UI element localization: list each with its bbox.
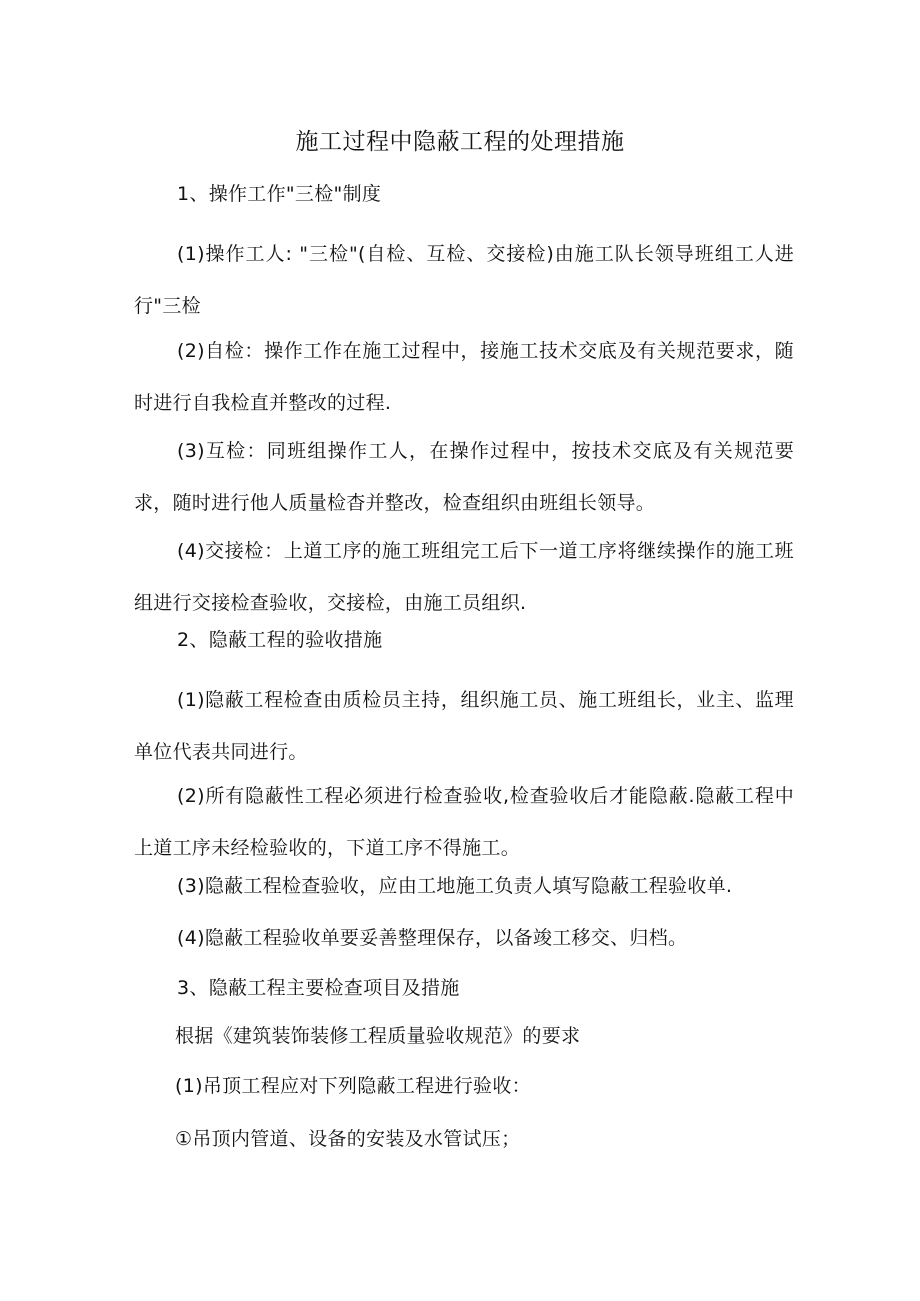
paragraph-2-4: (4)隐蔽工程验收单要妥善整理保存，以备竣工移交、归档。	[177, 927, 688, 949]
paragraph-3-1-item-1: ①吊顶内管道、设备的安装及水管试压；	[175, 1128, 521, 1150]
paragraph-3-1: (1)吊顶工程应对下列隐蔽工程进行验收：	[175, 1075, 531, 1097]
section-heading-1: 1、操作工作"三检"制度	[177, 183, 382, 205]
paragraph-2-3: (3)隐蔽工程检查验收，应由工地施工负责人填写隐蔽工程验收单.	[177, 875, 733, 897]
paragraph-2-2: (2)所有隐蔽性工程必须进行检查验收,检查验收后才能隐蔽.隐蔽工程中上道工序未经检验收的，下道工序不得施工。	[134, 785, 794, 859]
paragraph-1-3: (3)互检：同班组操作工人，在操作过程中，按技术交底及有关规范要求，随时进行他人质量检杳并整改，检查组织由班组长领导。	[134, 440, 794, 514]
paragraph-1-1: (1)操作工人: "三检"(自检、互检、交接检)由施工队长领导班组工人进行"三检	[134, 243, 794, 317]
paragraph-1-4: (4)交接检：上道工序的施工班组完工后下一道工序将继续操作的施工班组进行交接检查验收，交接检，由施工员组织.	[134, 540, 794, 614]
section-heading-2: 2、隐蔽工程的验收措施	[177, 629, 383, 651]
paragraph-3-intro: 根据《建筑装饰装修工程质量验收规范》的要求	[175, 1025, 581, 1047]
paragraph-2-1: (1)隐蔽工程检查由质检员主持，组织施工员、施工班组长，业主、监理单位代表共同进行。	[134, 689, 794, 763]
paragraph-1-2: (2)自检：操作工作在施工过程中，接施工技术交底及有关规范要求，随时进行自我检直并整改的过程.	[134, 340, 794, 414]
document-title: 施工过程中隐蔽工程的处理措施	[295, 129, 625, 155]
section-heading-3: 3、隐蔽工程主要检查项目及措施	[177, 977, 460, 999]
